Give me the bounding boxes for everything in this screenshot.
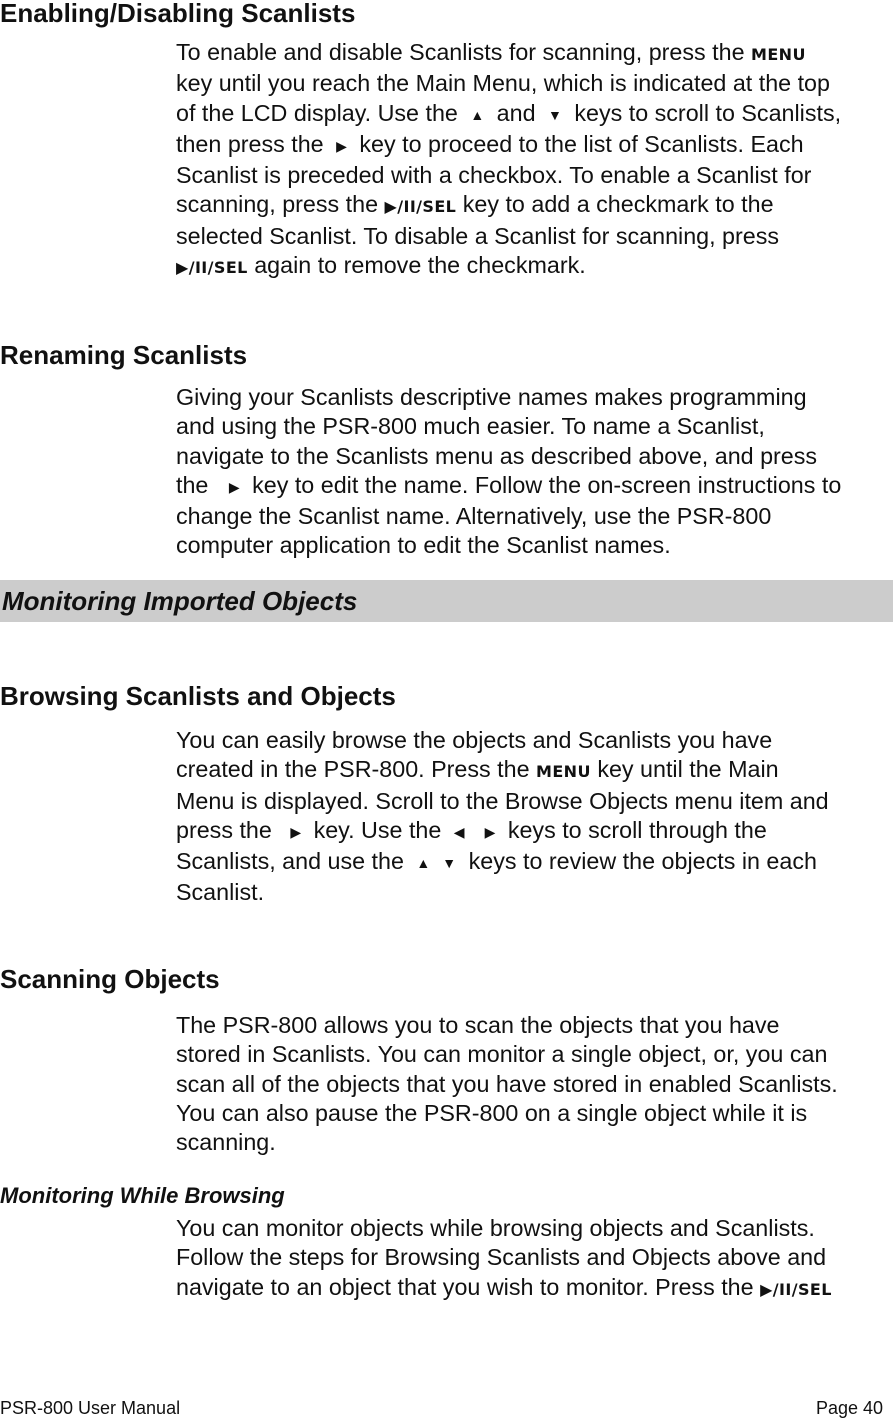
down-arrow-icon: ▼ <box>442 855 457 872</box>
menu-key: MENU <box>751 45 806 64</box>
paragraph-browsing: You can easily browse the objects and Scanlists you have created in the PSR-800. Press the MENU key until the Main Menu is displayed. Scroll to the Browse Objects menu item and press the ▶ key. Use the ◀ ▶ keys to scroll through the Scanlists, and use the ▲ ▼ keys to review the objects in each Scanlist. <box>176 727 829 906</box>
footer-page-number: Page 40 <box>815 1398 883 1418</box>
right-arrow-icon: ▶ <box>290 823 302 840</box>
play-pause-sel-key: ▶/II/SEL <box>760 1279 832 1299</box>
right-arrow-icon: ▶ <box>336 137 347 154</box>
play-pause-sel-key: ▶/II/SEL <box>176 258 248 278</box>
down-arrow-icon: ▼ <box>548 106 562 123</box>
menu-key: MENU <box>536 762 591 782</box>
section-header-monitoring-imported-objects: Monitoring Imported Objects <box>0 580 893 622</box>
right-arrow-icon: ▶ <box>228 478 240 495</box>
footer-manual-title: PSR-800 User Manual <box>0 1398 181 1418</box>
paragraph-scanning: The PSR-800 allows you to scan the objects that you have stored in Scanlists. You can monitor a single object, or, you can scan all of the objects that you have stored in enabled Scanlists. You can also pause the PSR-800 on a single object while it is scanning. <box>176 1012 838 1156</box>
up-arrow-icon: ▲ <box>416 855 431 872</box>
heading-browsing-scanlists: Browsing Scanlists and Objects <box>0 681 396 711</box>
paragraph-renaming: Giving your Scanlists descriptive names makes programming and using the PSR-800 much easier. To name a Scanlist, navigate to the Scanlists menu as described above, and press the ▶ key to edit the name. Follow the on-screen instructions to change the Scanlist name. Alternatively, use the PSR-800 computer application to edit the Scanlist names. <box>176 384 842 559</box>
play-pause-sel-key: ▶/II/SEL <box>384 197 457 217</box>
right-arrow-icon: ▶ <box>484 823 496 840</box>
paragraph-enabling: To enable and disable Scanlists for scanning, press the MENU key until you reach the Main Menu, which is indicated at the top of the LCD display. Use the ▲ and ▼ keys to scroll to Scanlists, then press the ▶ key to proceed to the list of Scanlists. Each Scanlist is preceded with a checkbox. To enable a Scanlist for scanning, press the ▶/II/SEL key to add a checkmark to the selected Scanlist. To disable a Scanlist for scanning, press ▶/II/SEL again to remove the checkmark. <box>176 39 842 279</box>
heading-renaming-scanlists: Renaming Scanlists <box>0 340 248 370</box>
subheading-monitoring-while-browsing: Monitoring While Browsing <box>0 1183 285 1208</box>
up-arrow-icon: ▲ <box>470 106 485 123</box>
heading-scanning-objects: Scanning Objects <box>0 964 220 994</box>
heading-enabling-scanlists: Enabling/Disabling Scanlists <box>0 0 356 28</box>
paragraph-monitoring-while-browsing: You can monitor objects while browsing objects and Scanlists. Follow the steps for Browsing Scanlists and Objects above and navigate to an object that you wish to monitor. Press the ▶/II/SEL <box>176 1215 832 1300</box>
left-arrow-icon: ◀ <box>453 823 465 840</box>
